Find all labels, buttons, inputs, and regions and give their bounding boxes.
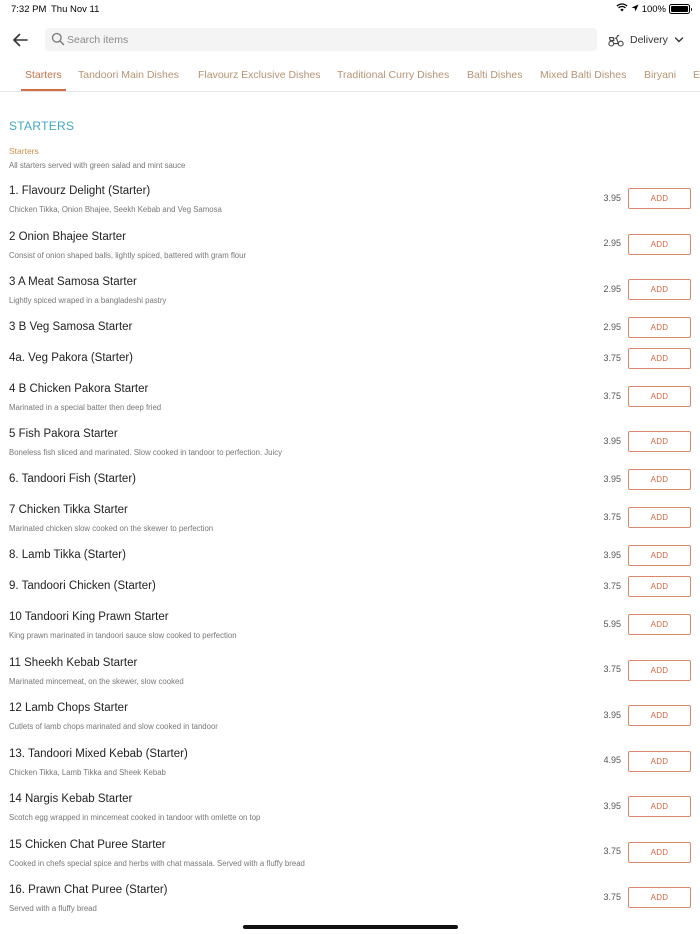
home-indicator [243,925,458,929]
item-price: 2.95 [603,238,621,248]
add-button[interactable]: ADD [628,279,691,300]
add-button[interactable]: ADD [628,660,691,681]
item-name: 3 A Meat Samosa Starter [9,276,137,288]
add-button[interactable]: ADD [628,431,691,452]
add-button[interactable]: ADD [628,545,691,566]
item-price: 3.75 [603,581,621,591]
item-price: 4.95 [603,755,621,765]
status-date: Thu Nov 11 [51,4,100,15]
item-name: 16. Prawn Chat Puree (Starter) [9,884,168,896]
item-description: Served with a fluffy bread [9,904,97,913]
add-button[interactable]: ADD [628,842,691,863]
search-input[interactable] [67,28,587,51]
back-arrow-icon [11,31,29,49]
tab-mixed-balti-dishes[interactable]: Mixed Balti Dishes [540,69,627,81]
section-title: STARTERS [9,119,75,133]
item-price: 3.75 [603,846,621,856]
item-price: 3.95 [603,710,621,720]
item-price: 2.95 [603,284,621,294]
add-button[interactable]: ADD [628,348,691,369]
tab-tandoori-main-dishes[interactable]: Tandoori Main Dishes [78,69,179,81]
item-name: 10 Tandoori King Prawn Starter [9,611,169,623]
item-price: 3.95 [603,436,621,446]
item-price: 5.95 [603,619,621,629]
tab-more[interactable]: E [693,69,700,81]
item-name: 2 Onion Bhajee Starter [9,231,126,243]
item-description: Marinated in a special batter then deep fried [9,403,162,412]
item-name: 9. Tandoori Chicken (Starter) [9,580,156,592]
status-right [616,3,690,15]
item-price: 3.95 [603,550,621,560]
add-button[interactable]: ADD [628,614,691,635]
item-description: Cooked in chefs special spice and herbs with chat massala. Served with a fluffy bread [9,859,305,868]
status-bar [0,0,700,18]
tab-balti-dishes[interactable]: Balti Dishes [467,69,523,81]
item-description: Cutlets of lamb chops marinated and slow cooked in tandoor [9,722,218,731]
top-bar [0,27,700,53]
item-price: 3.75 [603,512,621,522]
item-price: 3.95 [603,474,621,484]
item-description: Consist of onion shaped balls, lightly spiced, battered with gram flour [9,251,247,260]
item-name: 3 B Veg Samosa Starter [9,321,133,333]
add-button[interactable]: ADD [628,234,691,255]
item-price: 2.95 [603,322,621,332]
active-tab-indicator [21,89,66,91]
item-name: 4 B Chicken Pakora Starter [9,383,149,395]
section-subtitle: Starters [9,146,39,156]
item-name: 12 Lamb Chops Starter [9,702,128,714]
tab-traditional-curry-dishes[interactable]: Traditional Curry Dishes [337,69,450,81]
item-description: Marinated mincemeat, on the skewer, slow cooked [9,677,184,686]
add-button[interactable]: ADD [628,317,691,338]
item-description: Scotch egg wrapped in mincemeat cooked in tandoor with omlette on top [9,813,261,822]
item-name: 14 Nargis Kebab Starter [9,793,133,805]
tab-flavourz-exclusive-dishes[interactable]: Flavourz Exclusive Dishes [198,69,321,81]
item-price: 3.95 [603,193,621,203]
delivery-selector[interactable] [608,30,684,50]
section-description: All starters served with green salad and mint sauce [9,161,186,170]
item-name: 5 Fish Pakora Starter [9,428,118,440]
item-price: 3.75 [603,892,621,902]
add-button[interactable]: ADD [628,576,691,597]
add-button[interactable]: ADD [628,796,691,817]
status-time: 7:32 PM [11,4,47,15]
item-price: 3.95 [603,801,621,811]
battery-icon [669,4,690,14]
item-name: 4a. Veg Pakora (Starter) [9,352,134,364]
item-description: Chicken Tikka, Lamb Tikka and Sheek Kebab [9,768,166,777]
add-button[interactable]: ADD [628,469,691,490]
item-name: 8. Lamb Tikka (Starter) [9,549,126,561]
add-button[interactable]: ADD [628,887,691,908]
add-button[interactable]: ADD [628,751,691,772]
item-name: 13. Tandoori Mixed Kebab (Starter) [9,748,188,760]
item-description: Marinated chicken slow cooked on the skewer to perfection [9,524,214,533]
item-description: King prawn marinated in tandoori sauce slow cooked to perfection [9,631,237,640]
scooter-icon [608,34,624,47]
tab-starters[interactable]: Starters [25,69,62,81]
item-name: 15 Chicken Chat Puree Starter [9,839,166,851]
add-button[interactable]: ADD [628,386,691,407]
location-icon [631,4,639,15]
item-description: Boneless fish sliced and marinated. Slow cooked in tandoor to perfection. Juicy [9,448,283,457]
chevron-down-icon [674,36,684,44]
add-button[interactable]: ADD [628,507,691,528]
delivery-label: Delivery [630,34,668,46]
add-button[interactable]: ADD [628,705,691,726]
wifi-icon [616,3,628,15]
item-name: 6. Tandoori Fish (Starter) [9,473,136,485]
search-bar[interactable] [45,28,597,51]
item-description: Lightly spiced wraped in a bangladeshi pastry [9,296,167,305]
item-name: 11 Sheekh Kebab Starter [9,657,138,669]
search-icon [51,32,65,46]
add-button[interactable]: ADD [628,188,691,209]
item-price: 3.75 [603,391,621,401]
back-button[interactable] [11,31,31,49]
category-tabs [0,60,700,92]
item-name: 1. Flavourz Delight (Starter) [9,185,151,197]
item-name: 7 Chicken Tikka Starter [9,504,128,516]
item-price: 3.75 [603,353,621,363]
battery-percent: 100% [641,3,666,15]
item-price: 3.75 [603,664,621,674]
tab-biryani[interactable]: Biryani [644,69,677,81]
item-description: Chicken Tikka, Onion Bhajee, Seekh Kebab and Veg Samosa [9,205,222,214]
